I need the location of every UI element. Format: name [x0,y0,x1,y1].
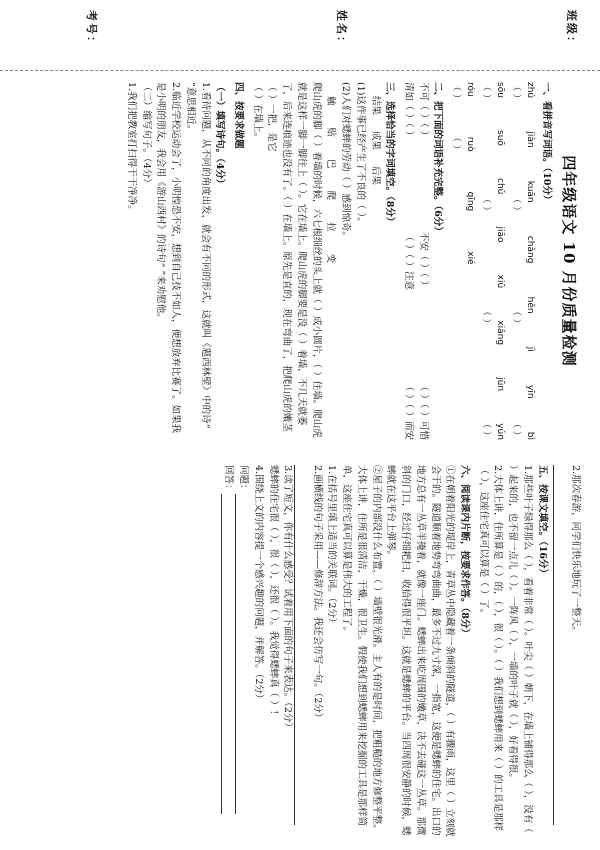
s4-sub-1: （一）填写诗句。（4分） [214,82,226,189]
s6-question-2: 2.画横线的句子采用——修辞方法。我还会仿写一句。（2分） [311,465,323,723]
idiom-blank[interactable]: 不安（ ）（ ） [417,231,429,291]
section-2-heading: 二、把下面的词语补充完整。（6分） [432,82,444,236]
s6-question-3: 3.读了短文，你有什么感受？试着用下面的句子来表达。（2分） [282,465,294,732]
pinyin: xié [465,251,476,265]
pinyin: xiǎng [495,320,506,346]
s4-question-2: 2.临近学校运动会了，小明惶恐不安，想到自己技不如人，便想放弃比赛了。如果我是小明的朋友，我会用《游山西村》的诗句“ ”来劝慰他。 [155,82,182,434]
pinyin: sōu [495,82,506,98]
s5-passage-2: 2.大体上讲，住所算是（ ）的，（ ），很（ ）。（ ）我们想到蟋蟀用来（ ）的工具是那样（ ），这座住宅真可以算是（ ）了。 [477,465,504,832]
s4-question-1: 1.看待问题，从不同的角度出发，就会有不同的形式，这就叫《题西林壁》中的诗“ ”意思相近。 [184,82,211,429]
pinyin: zhú [525,82,536,99]
answer-blank[interactable]: （ ） [511,419,522,440]
s3-question-1: (1)这件事已经产生了不良的（ ）。 [354,82,366,227]
pinyin-row-3 [462,82,476,440]
s4-question-3: 1.我们把教室打扫得干干净净。 [126,82,138,215]
answer-line[interactable] [221,494,231,814]
exam-title: 四年级语文 10 月份质量检测 [560,155,578,367]
intro-sentence: 2.那次春游，同学们快乐地玩了一整天。 [570,465,581,636]
pinyin-row-2 [492,82,506,440]
s6-question-3-fill: 蟋蟀的住宅很（ ），很（ ），还很（ ）。我觉得蟋蟀真（ ）！ [267,465,279,720]
answer-blank[interactable]: （ ） [481,419,492,440]
answer-blank[interactable]: （ ） [451,132,462,154]
answer-row-3 [448,82,462,440]
idiom-blank[interactable]: （ ）（ ）可惜 [417,381,429,440]
s4-sub-2: （二）缩写句子。（4分） [140,82,152,188]
class-label: 班级： [565,10,578,49]
section-3-heading: 三、选择恰当的字词填空。（8分） [384,82,396,227]
section-5-heading: 五、按课文填空。（16分） [536,465,548,578]
name-label: 姓名： [335,10,348,49]
word-choice: 结果 [369,96,381,116]
pinyin: yún [495,423,506,440]
pinyin: kuān [525,180,536,203]
answer-line[interactable] [553,465,563,825]
answer-row-2 [478,82,492,440]
s5-passage-1: 1.那些叶子绿得那么（ ），看着非常（ ）。叶尖（ ）朝下，在墙上铺得那么（ ），没有（ ）起来的，也不留一点儿（ ）。一阵风（ ），一墙的叶子就（ ），好看得很。 [507,465,533,833]
section-1-heading: 一、看拼音写词语。（10分） [540,82,552,205]
word-choice: 成果 [369,131,381,151]
idiom-row-1 [415,82,430,440]
answer-blank[interactable]: （ ） [481,194,492,216]
pinyin: bì [525,431,536,440]
pinyin: chǎng [525,235,536,264]
number-label: 考号： [85,10,98,49]
column-1 [0,70,600,450]
idiom-blank[interactable]: 不可（ ）（ ） [417,82,429,141]
pinyin: ruò [465,136,476,152]
pinyin: yīn [525,385,536,399]
idiom-blank[interactable]: 清如（ ）（ ） [402,82,414,141]
pinyin: jūn [495,377,506,392]
word-choice: 触 [325,96,337,106]
answer-blank[interactable]: （ ） [511,82,522,103]
s3-paragraph: 爬山虎的脚（ ）着墙的时候，六七根细丝的头上就（ ）成小圆片，（ ）住墙。爬山虎就是这样一脚一脚往上（ ）。它在墙上。爬山虎的脚要是没（ ）着墙，不几天就萎了，后来连痕迹也没有了。（ ）在墙上。原先是直的，现在弯曲了，把爬山虎的嫩茎（ ）一把，是它 [266,82,322,438]
answer-prompt: 回答： [223,465,235,494]
pinyin: chǔ [495,178,506,195]
idiom-row-2 [400,82,415,440]
answer-label [221,465,236,840]
pinyin: jì [525,346,536,352]
idiom-blank[interactable]: （ ）（ ）而安 [402,381,414,440]
pinyin: jiāo [495,226,506,243]
s3-question-2: (2)人们对蟋蟀的劳动（ ）感到惊奇。 [340,82,352,241]
answer-line[interactable] [294,465,304,825]
word-choices-2 [323,96,338,440]
answer-row-1 [508,82,522,440]
question-prompt: 问题： [238,465,250,494]
section-4-heading: 四、按要求做题 [233,82,245,149]
pinyin: qīng [465,191,476,212]
column-2 [0,455,600,850]
word-choices-1 [367,96,382,440]
word-choice: 巴 [325,159,337,169]
reading-paragraph-1: ①在朝着阳光的堤岸上，青草丛中隐藏着一条倾斜的隧道，（ ）有骤雨，这里（ ）立刻就会干的。隧道顺着地势弯弯曲曲，最多不过九寸深，一指宽，这便是蟋蟀的住宅。出口的地方总有一丛草半掩着，就像一座门。蟋蟀出来吃周围的嫩草，决不去碰这一丛草。那微斜的门口，经过仔细耙扫，收拾得很平坦。这就是蟋蟀的平台。当四周很安静的时候，蟋蟀就在这平台上弹琴。 [385,465,456,837]
s6-question-4: 4.围绕上文的内容提一个感兴趣的问题，并解答。（2分） [252,465,264,704]
word-choice: 后果 [369,166,381,186]
answer-blank[interactable]: （ ） [511,306,522,328]
binding-strip [0,0,600,70]
pinyin: xiū [495,274,506,289]
word-choice: 贴 [325,127,337,138]
answer-line[interactable] [235,494,245,814]
answer-blank[interactable]: （ ） [481,306,492,328]
pinyin: róu [465,82,476,97]
pinyin: jiàn [525,131,536,148]
pinyin: suō [495,130,506,146]
pinyin-row-1 [522,82,536,440]
pinyin: hěn [525,296,536,314]
s6-question-1: 1.在括号里填上适当的关联词。（2分） [326,465,338,628]
word-choice: 拉 [325,222,337,232]
idiom-blank[interactable]: （ ）（ ）注意 [402,231,414,291]
section-6-heading: 六、阅读课内片断，按要求作答。（8分） [458,465,470,638]
answer-blank[interactable]: （ ） [451,82,462,103]
answer-blank[interactable]: （ ） [511,194,522,216]
word-choice: 变 [325,253,337,264]
answer-blank[interactable]: （ ） [481,82,492,103]
s3-paragraph-end: （ ）在墙上。 [251,82,263,143]
word-choice: 爬 [325,190,337,201]
question-label [235,465,250,840]
reading-paragraph-2: ②屋子的内部没什么布置，（ ）墙壁很光滑。主人有的是时间，把粗糙的地方修整平整。大体上讲，住所是很清洁，干燥，很卫生。假使我们想到蟋蟀用来挖掘的工具是那样简单，这座住宅真可以算是伟大的工程了。 [341,465,382,834]
